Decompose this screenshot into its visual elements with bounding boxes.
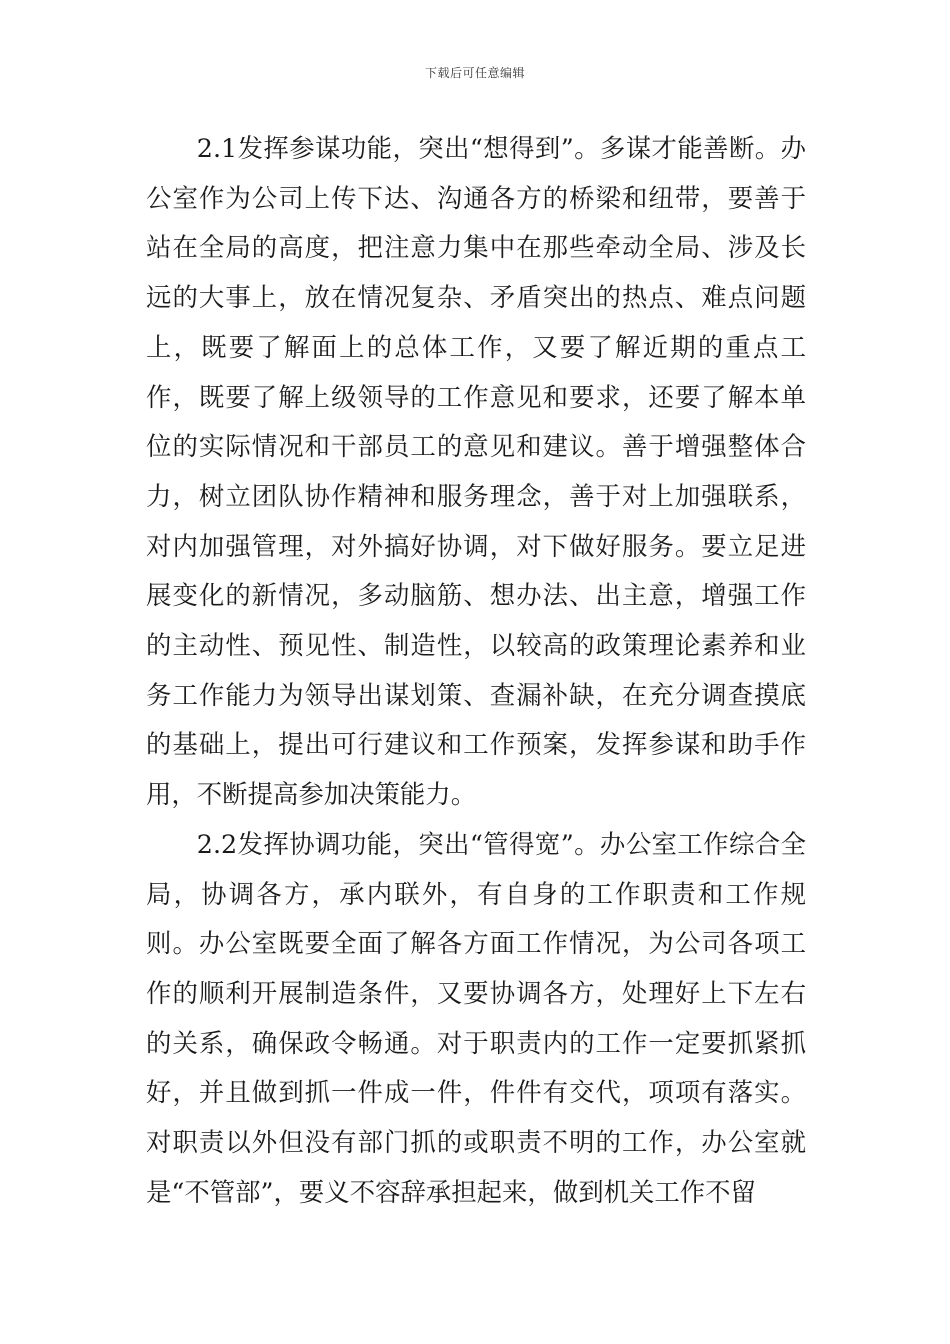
- page-header: 下载后可任意编辑: [424, 66, 525, 80]
- paragraph-2-2: 2.2发挥协调功能，突出“管得宽”。办公室工作综合全局，协调各方，承内联外，有自身的工作职责和工作规则。办公室既要全面了解各方面工作情况，为公司各项工作的顺利开展制造条件，又要协调各方，处理好上下左右的关系，确保政令畅通。对于职责内的工作一定要抓紧抓好，并且做到抓一件成一件，件件有交代，项项有落实。对职责以外但没有部门抓的或职责不明的工作，办公室就是“不管部”，要义不容辞承担起来，做到机关工作不留: [146, 828, 806, 1207]
- paragraph-2-1: 2.1发挥参谋功能，突出“想得到”。多谋才能善断。办公室作为公司上传下达、沟通各方的桥梁和纽带，要善于站在全局的高度，把注意力集中在那些牵动全局、涉及长远的大事上，放在情况复杂、矛盾突出的热点、难点问题上，既要了解面上的总体工作，又要了解近期的重点工作，既要了解上级领导的工作意见和要求，还要了解本单位的实际情况和干部员工的意见和建议。善于增强整体合力，树立团队协作精神和服务理念，善于对上加强联系，对内加强管理，对外搞好协调，对下做好服务。要立足进展变化的新情况，多动脑筋、想办法、出主意，增强工作的主动性、预见性、制造性，以较高的政策理论素养和业务工作能力为领导出谋划策、查漏补缺，在充分调查摸底的基础上，提出可行建议和工作预案，发挥参谋和助手作用，不断提高参加决策能力。: [146, 133, 806, 810]
- document-body: [146, 124, 806, 1217]
